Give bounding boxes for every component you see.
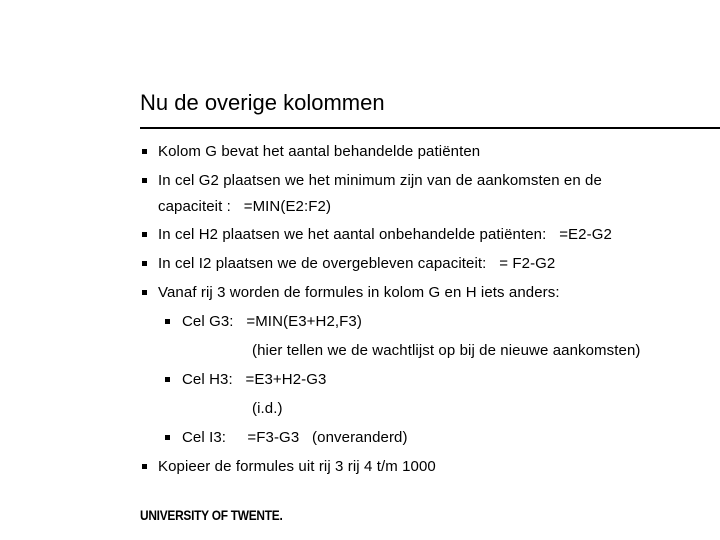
slide-title: Nu de overige kolommen [140, 90, 385, 115]
sub-bullet-text: Cel H3: =E3+H2-G3 [182, 371, 327, 388]
bullet-text-continuation: capaciteit : =MIN(E2:F2) [158, 198, 332, 215]
title-divider [140, 127, 720, 129]
sub-bullet-text: Cel G3: =MIN(E3+H2,F3) [182, 313, 362, 330]
bullet-icon [142, 290, 147, 295]
bullet-icon [142, 149, 147, 154]
bullet-icon [142, 261, 147, 266]
bullet-text: Kopieer de formules uit rij 3 rij 4 t/m 1000 [158, 458, 436, 475]
bullet-text: In cel I2 plaatsen we de overgebleven capaciteit: = F2-G2 [158, 255, 556, 272]
bullet-icon [142, 232, 147, 237]
bullet-text: In cel G2 plaatsen we het minimum zijn van de aankomsten en de [158, 172, 602, 189]
bullet-text: Kolom G bevat het aantal behandelde patiënten [158, 143, 481, 160]
sub-bullet-icon [165, 377, 170, 382]
bullet-text: Vanaf rij 3 worden de formules in kolom G en H iets anders: [158, 284, 560, 301]
sub-bullet-icon [165, 319, 170, 324]
sub-bullet-note: (i.d.) [252, 400, 283, 417]
sub-bullet-icon [165, 435, 170, 440]
sub-bullet-text: Cel I3: =F3-G3 (onveranderd) [182, 429, 408, 446]
university-logo: UNIVERSITY OF TWENTE. [140, 507, 283, 523]
bullet-icon [142, 464, 147, 469]
bullet-text: In cel H2 plaatsen we het aantal onbehandelde patiënten: =E2-G2 [158, 226, 612, 243]
sub-bullet-note: (hier tellen we de wachtlijst op bij de nieuwe aankomsten) [252, 342, 641, 359]
bullet-icon [142, 178, 147, 183]
